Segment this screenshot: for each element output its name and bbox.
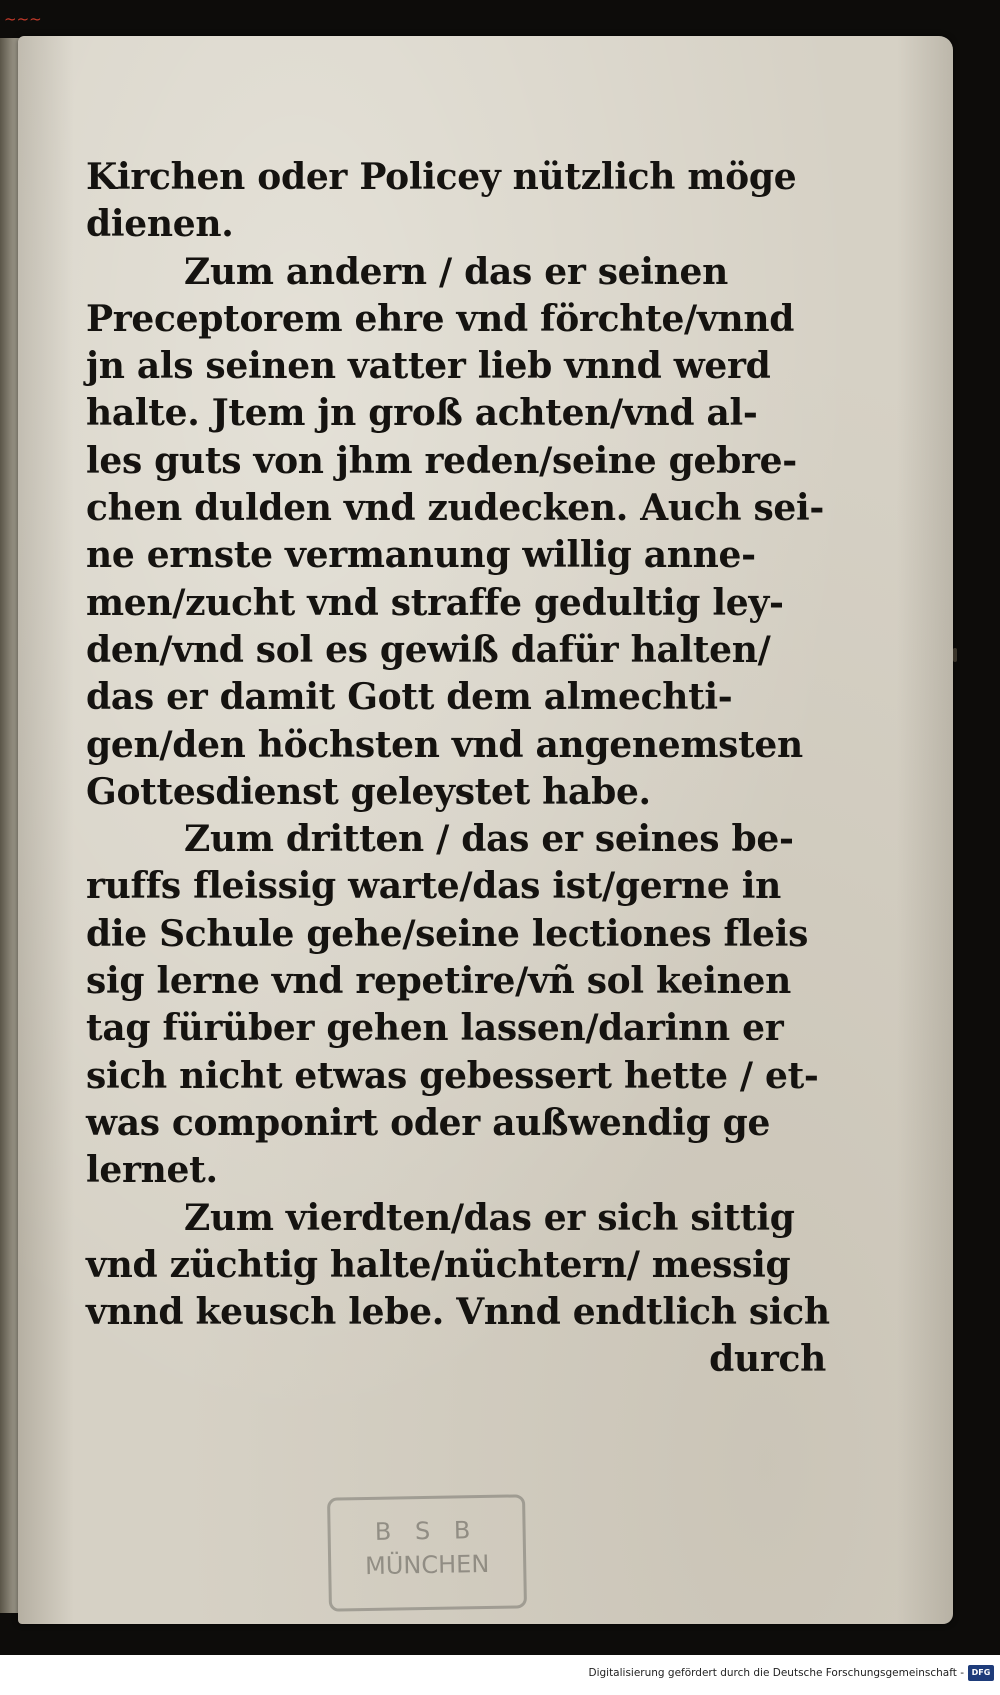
text-line: Preceptorem ehre vnd förchte/vnnd — [86, 297, 795, 340]
text-line: Kirchen oder Policey nützlich möge — [86, 156, 797, 198]
text-line: Zum vierdten/das er sich sittig — [184, 1196, 795, 1239]
text-line: dienen. — [86, 203, 234, 246]
footer-bar — [0, 1655, 1000, 1695]
text-line: les guts von jhm reden/seine gebre- — [86, 439, 797, 482]
text-line: ne ernste vermanung willig anne- — [86, 534, 756, 577]
text-line: jn als seinen vatter lieb vnnd werd — [86, 345, 771, 388]
library-stamp — [327, 1494, 527, 1611]
text-line: Zum dritten / das er seines be- — [184, 818, 794, 861]
text-line: ruffs fleissig warte/das ist/gerne in — [86, 865, 781, 908]
footer-credit: Digitalisierung gefördert durch die Deutsche Forschungsgemeinschaft - — [588, 1667, 964, 1679]
text-line: tag fürüber gehen lassen/darinn er — [86, 1007, 784, 1050]
text-line: die Schule gehe/seine lectiones fleis — [86, 912, 809, 955]
text-line: das er damit Gott dem almechti- — [86, 676, 733, 719]
text-line: sich nicht etwas gebessert hette / et- — [86, 1054, 819, 1097]
text-line: vnd züchtig halte/nüchtern/ messig — [86, 1243, 791, 1286]
stamp-line1: B S B — [374, 1516, 479, 1546]
book-page — [18, 36, 953, 1624]
text-line: halte. Jtem jn groß achten/vnd al- — [86, 392, 758, 435]
stamp-line2: MÜNCHEN — [364, 1549, 490, 1581]
text-line: den/vnd sol es gewiß dafür halten/ — [86, 628, 771, 671]
text-block — [86, 154, 846, 1384]
text-line: Zum andern / das er seinen — [184, 250, 729, 293]
text-line: chen dulden vnd zudecken. Auch sei- — [86, 487, 825, 530]
ink-spot — [953, 648, 957, 662]
text-line: gen/den höchsten vnd angenemsten — [86, 723, 803, 766]
text-line: vnnd keusch lebe. Vnnd endtlich sich — [86, 1291, 830, 1334]
text-line: men/zucht vnd straffe gedultig ley- — [86, 581, 784, 624]
text-line: was componirt oder außwendig ge — [86, 1101, 771, 1144]
text-line: sig lerne vnd repetire/vñ sol keinen — [86, 960, 791, 1003]
text-line: Gottesdienst geleystet habe. — [86, 770, 651, 813]
dfg-logo: DFG — [968, 1665, 994, 1681]
scan-page-number: ~~~ — [4, 10, 42, 28]
text-line: lernet. — [86, 1149, 218, 1192]
catchword: durch — [709, 1338, 826, 1381]
